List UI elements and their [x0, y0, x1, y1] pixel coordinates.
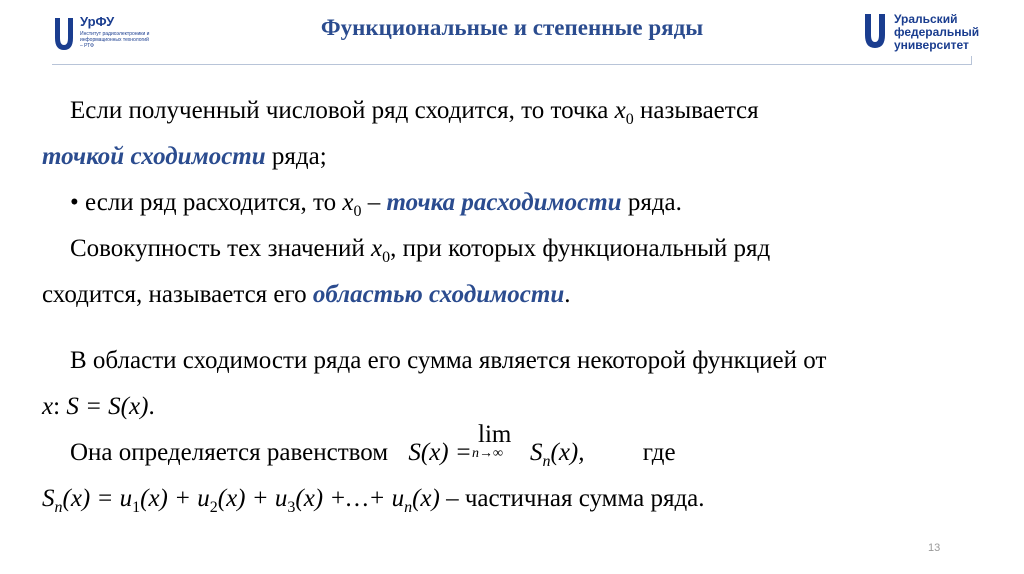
text: ряда; [265, 143, 327, 170]
math-var: x [42, 393, 54, 420]
text: . [148, 393, 155, 420]
spacer [42, 318, 1002, 338]
page-number: 13 [928, 542, 941, 554]
university-name-line1: Уральский [894, 12, 958, 26]
text: сходится, называется его [42, 281, 313, 308]
text: – частичная сумма ряда. [439, 485, 705, 512]
math-var: u [391, 485, 405, 512]
formula-lhs: S(x) = [408, 439, 472, 466]
paragraph-4-line-1 [42, 338, 1002, 384]
math-var: u [119, 485, 133, 512]
math-expr: (x) [412, 485, 440, 512]
math-var: u [197, 485, 210, 512]
math-sub: n [404, 499, 413, 516]
slide-header [0, 0, 1024, 70]
text: называется [633, 97, 759, 124]
text: Совокупность тех значений [70, 235, 372, 262]
sum-formula: S = S(x) [66, 393, 149, 420]
math-var: x [614, 97, 626, 124]
logo-subtitle-text: Институт радиоэлектроники и информационных технологий – РТФ [80, 31, 150, 49]
math-sub: 0 [353, 203, 362, 220]
limit-operator [472, 421, 530, 461]
term-convergence-point: точкой сходимости [42, 143, 266, 170]
math-var: S [530, 439, 543, 466]
math-var: x [371, 235, 383, 262]
math-var: u [274, 485, 288, 512]
text: В области сходимости ряда его сумма является некоторой функцией от [70, 347, 827, 374]
math-expr: (x) +…+ [295, 485, 392, 512]
text: – [361, 189, 387, 216]
text: : [53, 393, 67, 420]
math-expr: (x), [550, 439, 585, 466]
university-name-line3: университет [894, 38, 969, 52]
math-sub: 3 [287, 499, 296, 516]
term-convergence-region: областью сходимости [312, 281, 565, 308]
math-sub: 0 [625, 111, 634, 128]
paragraph-1-line-1 [42, 88, 1002, 134]
paragraph-1-line-2 [42, 134, 1002, 180]
paragraph-4-line-2 [42, 384, 1002, 430]
urfu-logo-right [862, 10, 1022, 60]
university-name-line2: федеральный [894, 25, 980, 39]
text: , при которых функциональный ряд [390, 235, 771, 262]
math-sub: n [54, 499, 63, 516]
math-var: S [42, 485, 55, 512]
text: Если полученный числовой ряд сходится, то точка [70, 97, 615, 124]
text: если ряд расходится, то [78, 189, 343, 216]
paragraph-5 [42, 421, 1002, 476]
urfu-u-icon [862, 12, 888, 52]
text: где [642, 439, 676, 466]
math-sub: 1 [132, 499, 141, 516]
paragraph-2 [42, 180, 1002, 226]
paragraph-3-line-1 [42, 226, 1002, 272]
term-divergence-point: точка расходимости [386, 189, 622, 216]
university-name [894, 13, 979, 52]
math-expr: (x) + [217, 485, 275, 512]
slide-body [42, 88, 1002, 522]
text: Она определяется равенством [70, 439, 395, 466]
limit-subscript: n→∞ [472, 446, 503, 461]
text: . [564, 281, 571, 308]
slide-title: Функциональные и степенные ряды [320, 15, 704, 40]
text: ряда. [621, 189, 682, 216]
limit-word: lim [478, 421, 512, 448]
math-sub: n [542, 453, 551, 470]
math-sub: 0 [382, 249, 391, 266]
math-expr: (x) + [140, 485, 198, 512]
paragraph-6 [42, 476, 1002, 522]
paragraph-3-line-2 [42, 272, 1002, 318]
logo-brand-text: УрФУ [80, 14, 115, 29]
bullet-icon: • [70, 189, 79, 216]
math-sub: 2 [209, 499, 218, 516]
math-expr: (x) = [62, 485, 120, 512]
header-divider-tick [971, 56, 972, 64]
header-divider [52, 64, 972, 65]
math-var: x [342, 189, 354, 216]
